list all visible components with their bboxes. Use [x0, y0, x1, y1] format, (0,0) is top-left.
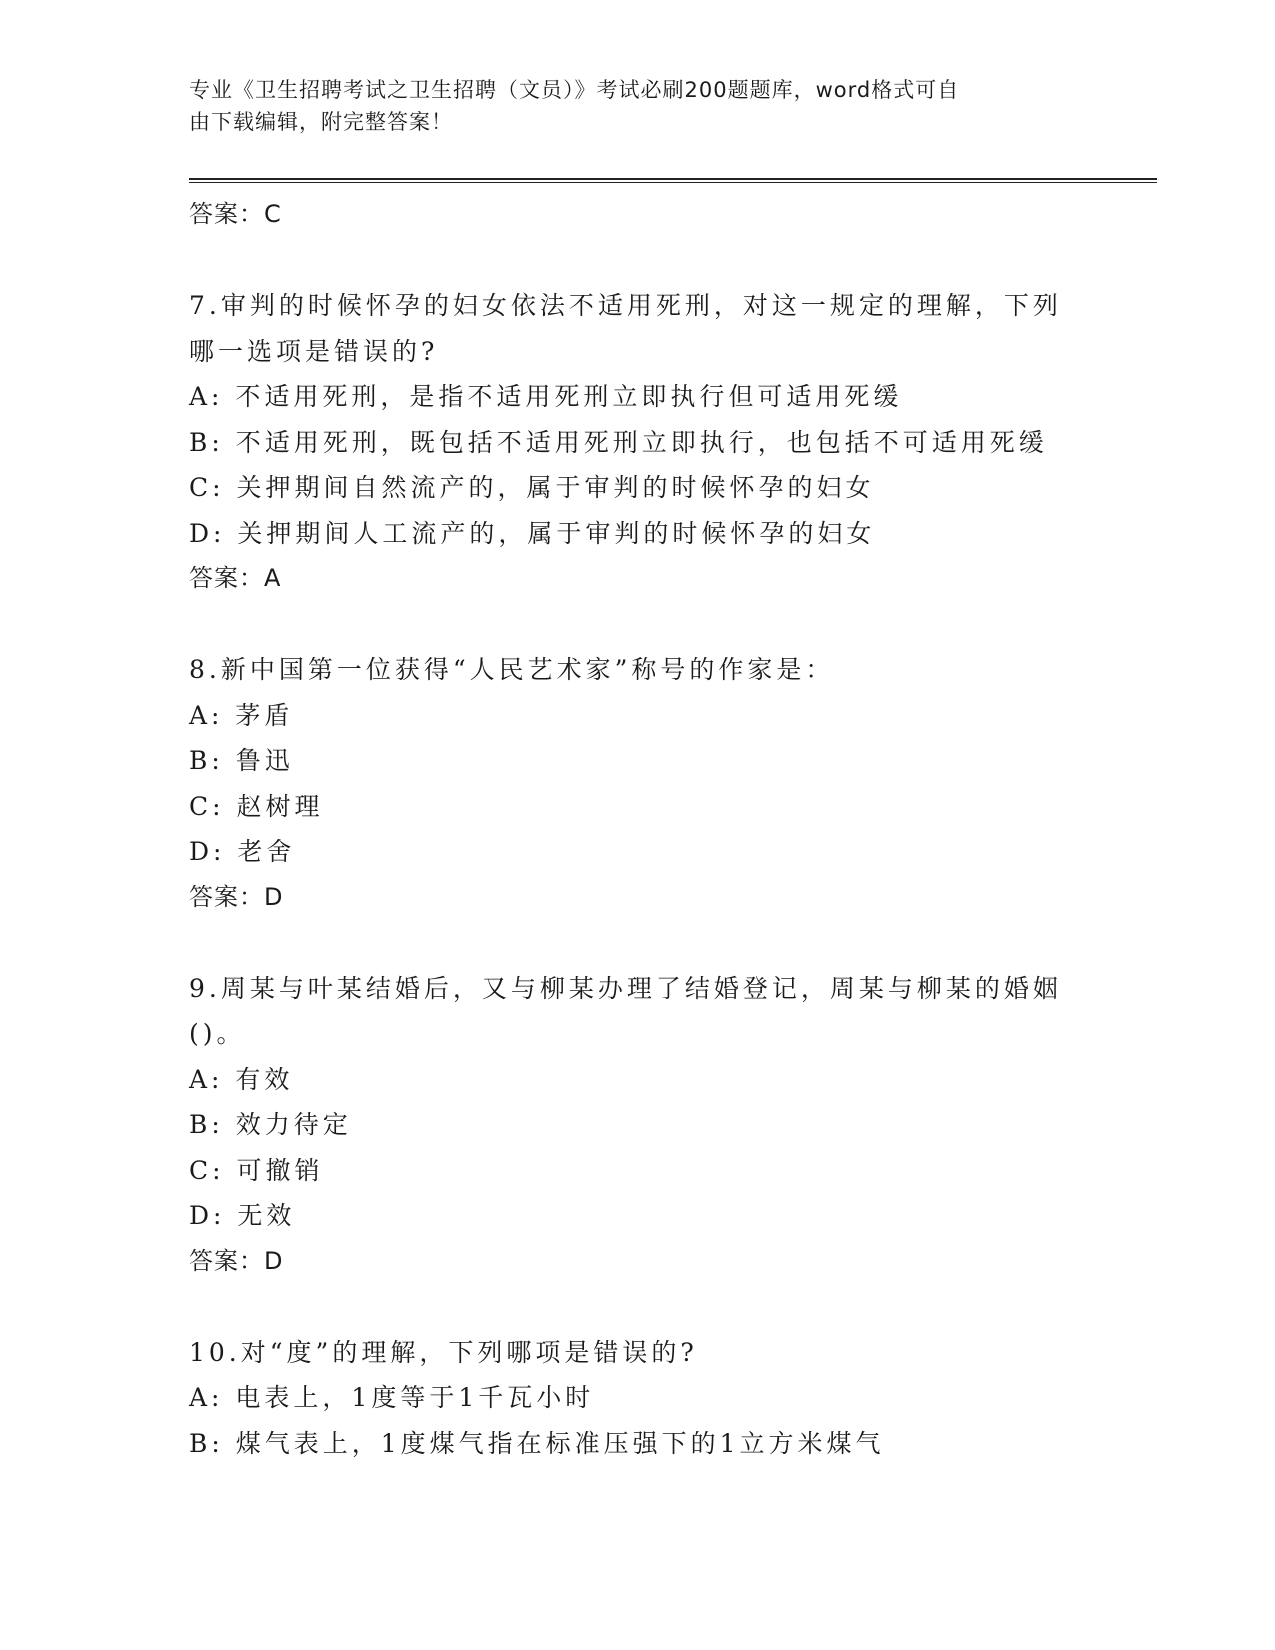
option-b: B: 不适用死刑，既包括不适用死刑立即执行，也包括不可适用死缓	[189, 427, 1048, 457]
option-a: A: 有效	[189, 1064, 294, 1094]
header-divider	[189, 178, 1157, 183]
answer: 答案：D	[189, 1246, 284, 1275]
question-stem: 9.周某与叶某结婚后，又与柳某办理了结婚登记，周某与柳某的婚姻	[189, 973, 1062, 1003]
question-stem-continued: ()。	[189, 1019, 246, 1048]
answer: 答案：D	[189, 882, 284, 911]
option-d: D: 关押期间人工流产的，属于审判的时候怀孕的妇女	[189, 518, 876, 548]
question-stem: 7.审判的时候怀孕的妇女依法不适用死刑，对这一规定的理解，下列	[189, 291, 1062, 320]
question-stem: 8.新中国第一位获得“人民艺术家”称号的作家是：	[189, 655, 835, 684]
question-10	[189, 1330, 1089, 1467]
header-line-1: 专业《卫生招聘考试之卫生招聘（文员）》考试必刷200题题库，word格式可自	[189, 78, 960, 102]
option-c: C: 赵树理	[189, 791, 324, 821]
option-c: C: 关押期间自然流产的，属于审判的时候怀孕的妇女	[189, 473, 875, 502]
option-b: B: 效力待定	[189, 1110, 352, 1139]
option-a: A: 茅盾	[189, 700, 294, 730]
option-b: B: 煤气表上，1度煤气指在标准压强下的1立方米煤气	[189, 1428, 885, 1458]
answer: 答案：A	[189, 564, 282, 592]
header-line-2: 由下载编辑，附完整答案！	[189, 110, 453, 134]
page-header	[189, 74, 1089, 138]
question-stem: 10.对“度”的理解，下列哪项是错误的?	[189, 1337, 698, 1367]
previous-answer: 答案：C	[189, 200, 282, 228]
option-c: C: 可撤销	[189, 1155, 324, 1185]
option-d: D: 无效	[189, 1201, 296, 1230]
option-a: A: 电表上，1度等于1千瓦小时	[189, 1383, 595, 1412]
question-8	[189, 647, 1089, 920]
option-b: B: 鲁迅	[189, 746, 294, 775]
question-9	[189, 966, 1089, 1284]
document-body	[189, 192, 1089, 1466]
option-a: A: 不适用死刑，是指不适用死刑立即执行但可适用死缓	[189, 382, 903, 411]
question-stem-continued: 哪一选项是错误的?	[189, 336, 439, 366]
question-7	[189, 283, 1089, 601]
option-d: D: 老舍	[189, 837, 296, 866]
